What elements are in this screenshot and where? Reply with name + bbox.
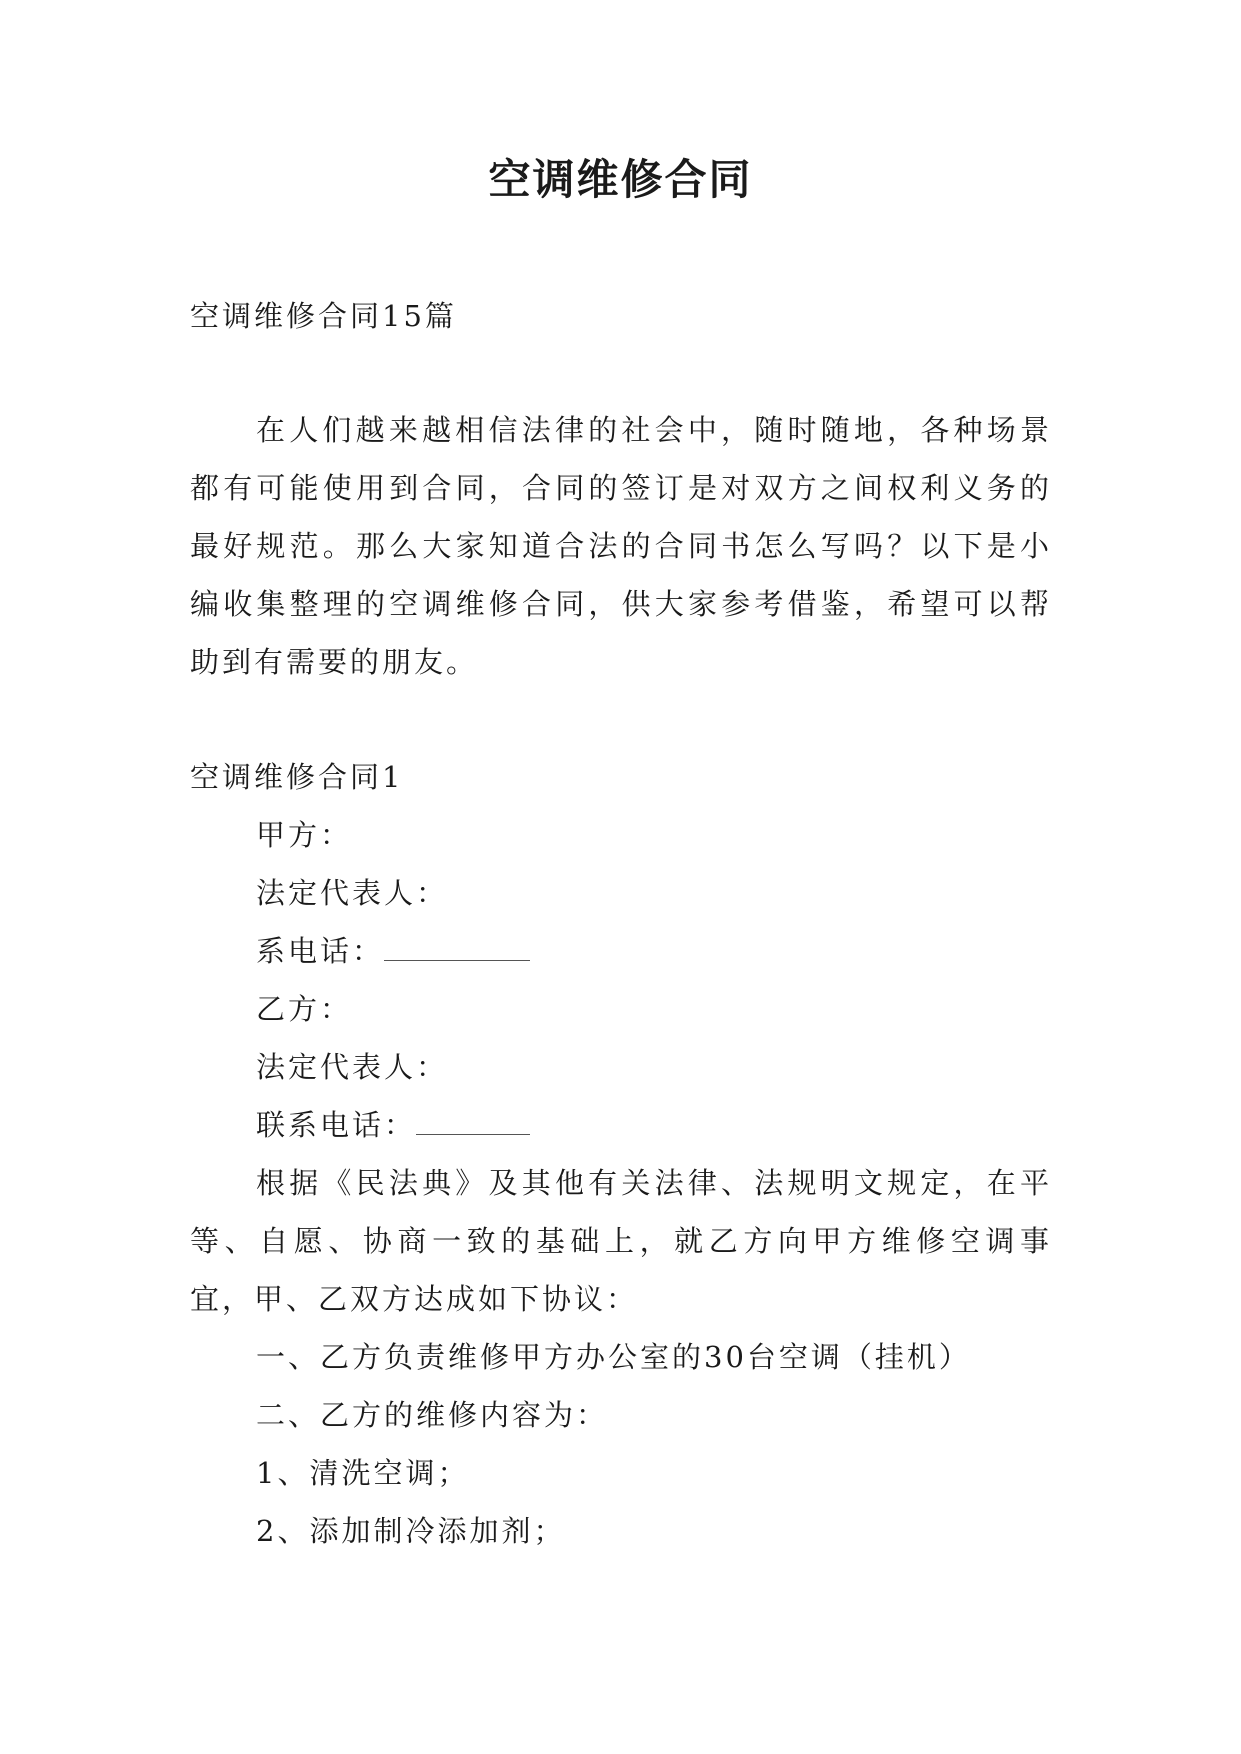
party-a-line [190,806,1052,864]
party-b-rep-line [190,1038,1052,1096]
preamble-paragraph: 根据《民法典》及其他有关法律、法规明文规定，在平等、自愿、协商一致的基础上，就乙方向甲方维修空调事宜，甲、乙双方达成如下协议： [190,1166,1052,1316]
party-a-phone-line [190,922,1052,980]
party-b-phone-label: 联系电话： [256,1108,417,1142]
party-a-label: 甲方： [256,818,353,852]
clause-2-item-2: 2、添加制冷添加剂； [256,1514,566,1548]
contract-1 [190,748,1052,1560]
party-a-rep-line [190,864,1052,922]
clause-2: 二、乙方的维修内容为： [256,1398,609,1432]
party-b-rep-label: 法定代表人： [256,1050,449,1084]
party-b-line [190,980,1052,1038]
party-a-phone-label: 系电话： [256,934,385,968]
clause-1: 一、乙方负责维修甲方办公室的30台空调（挂机） [256,1340,971,1374]
contract-heading: 空调维修合同1 [190,760,404,794]
party-a-rep-label: 法定代表人： [256,876,449,910]
party-b-phone-line [190,1096,1052,1154]
party-b-phone-blank [416,1112,530,1135]
intro-paragraph: 在人们越来越相信法律的社会中，随时随地，各种场景都有可能使用到合同，合同的签订是对双方之间权利义务的最好规范。那么大家知道合法的合同书怎么写吗？以下是小编收集整理的空调维修合同，供大家参考借鉴，希望可以帮助到有需要的朋友。 [190,413,1052,679]
party-a-phone-blank [384,938,530,961]
clause-2-item-1: 1、清洗空调； [256,1456,470,1490]
document-subtitle: 空调维修合同15篇 [190,299,457,333]
party-b-label: 乙方： [256,992,353,1026]
document-title: 空调维修合同 [488,155,753,204]
